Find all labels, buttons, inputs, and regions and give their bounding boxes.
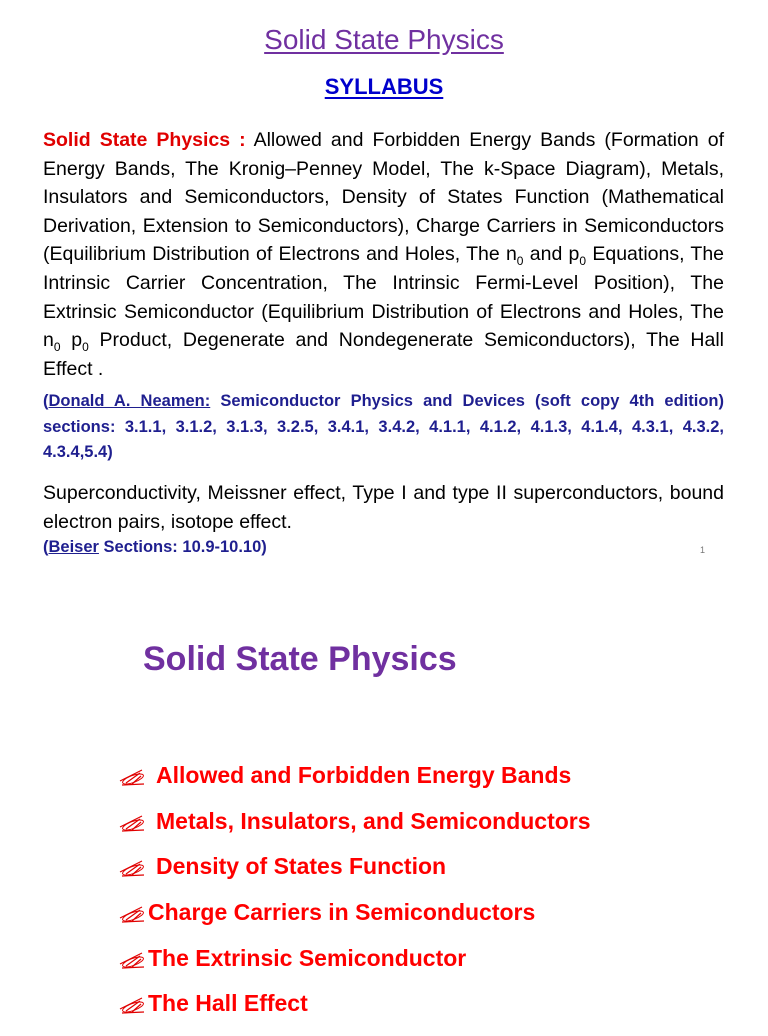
reference-text: Semiconductor Physics and Devices (soft copy 4th edition) sections: 3.1.1, 3.1.2, 3.1.3, 3.2.5, 3.4.1, 3.4.2, 4.1.1, 4.1.2, 4.1.3, 4.1.4, 4.3.1, 4.3.2, 4.3.4,5.4) (43, 392, 724, 461)
reference-neamen (43, 389, 724, 466)
list-item-label: Metals, Insulators, and Semiconductors (156, 807, 591, 834)
list-item-label: Allowed and Forbidden Energy Bands (156, 762, 572, 788)
topic-label: Solid State Physics : (43, 129, 246, 151)
list-item (118, 990, 591, 1036)
list-item (118, 853, 591, 899)
feather-bullet-icon (118, 767, 146, 787)
syllabus-heading: SYLLABUS (324, 74, 444, 99)
subscript-zero: 0 (82, 340, 89, 355)
feather-bullet-icon (118, 950, 146, 970)
paragraph-text-e: Product, Degenerate and Nondegenerate Semiconductors), The Hall Effect . (43, 329, 724, 380)
paragraph-text-d: p (60, 329, 83, 352)
paren-open: ( (43, 392, 49, 410)
reference-author: Beiser (48, 538, 99, 556)
slide-2 (0, 582, 768, 1024)
list-item (118, 762, 591, 808)
syllabus-paragraph (43, 126, 724, 383)
reference-beiser (43, 535, 724, 561)
feather-bullet-icon (118, 813, 146, 833)
topic-list (118, 762, 591, 1036)
feather-bullet-icon (118, 904, 146, 924)
list-item-label: Charge Carriers in Semiconductors (148, 899, 536, 926)
list-item-label: Density of States Function (156, 853, 447, 880)
list-item (118, 945, 591, 991)
slide-1-title: Solid State Physics (264, 24, 504, 55)
paragraph-text-a: Allowed and Forbidden Energy Bands (Formation of Energy Bands, The Kronig–Penney Model, The k-Space Diagram), Metals, Insulators and Semiconductors, Density of States Function (Mathematical Derivation, Extension to Semiconductors), Charge Carriers in Semiconductors (Equilibrium Distribution of Electrons and Holes, The n (43, 129, 724, 266)
list-item-label: The Hall Effect (148, 990, 308, 1017)
subscript-zero: 0 (516, 254, 524, 269)
slide-number: 1 (700, 545, 706, 555)
paren-open: ( (43, 538, 49, 556)
superconductivity-paragraph: Superconductivity, Meissner effect, Type I and type II superconductors, bound electron pairs, isotope effect. (43, 482, 724, 533)
subscript-zero: 0 (53, 340, 61, 355)
feather-bullet-icon (118, 995, 146, 1015)
paragraph-text-b: and p (523, 243, 580, 266)
reference-text: Sections: 10.9-10.10) (98, 538, 267, 556)
subscript-zero: 0 (579, 254, 587, 269)
list-item (118, 899, 591, 945)
feather-bullet-icon (118, 858, 146, 878)
paragraph-text-c: Equations, The Intrinsic Carrier Concentration, The Intrinsic Fermi-Level Position), The Extrinsic Semiconductor (Equilibrium Distribution of Electrons and Holes, The n (43, 243, 725, 352)
list-item-label: The Extrinsic Semiconductor (148, 944, 467, 971)
slide-2-title: Solid State Physics (143, 640, 457, 678)
reference-author: Donald A. Neamen: (48, 392, 211, 410)
list-item (118, 808, 591, 854)
